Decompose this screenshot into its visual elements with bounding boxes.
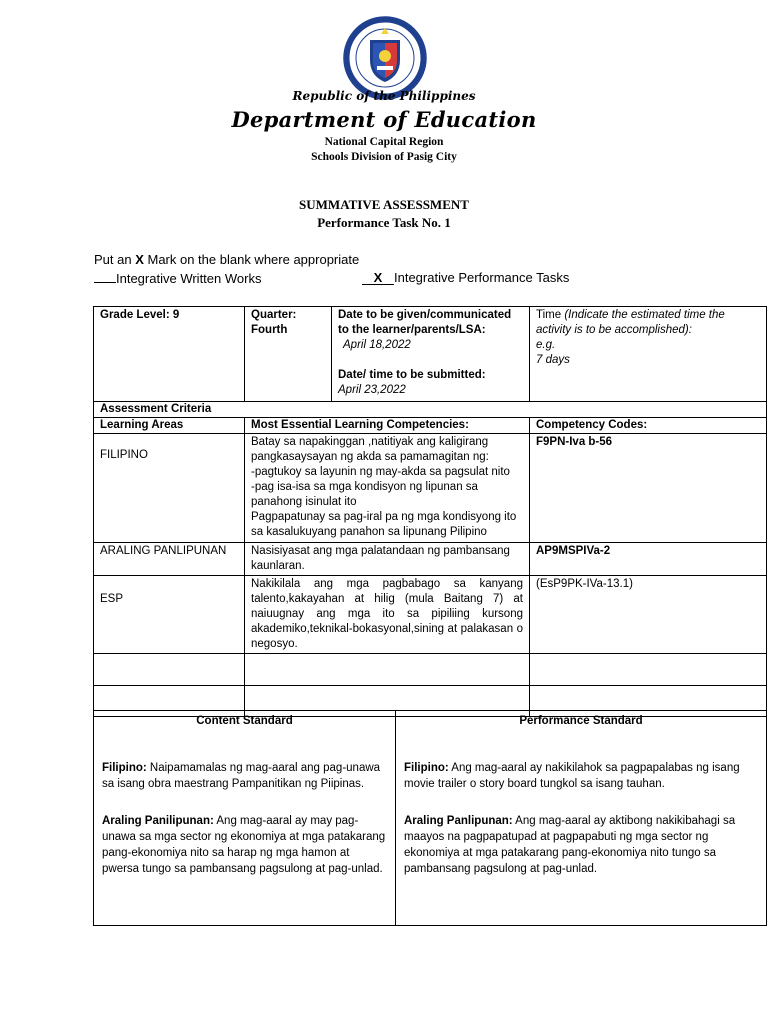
time-eg: e.g. [536, 339, 556, 351]
option-performance-label: Integrative Performance Tasks [394, 270, 570, 285]
instruction-prefix: Put an [94, 252, 136, 267]
performance-standard-cell [396, 711, 767, 926]
melc-line: Pagpapatunay sa pag-iral pa ng mga kondisyong ito sa kasalukuyang panahon sa lipunang Pilipino [251, 511, 517, 538]
table-row [94, 576, 767, 654]
quarter-value: Fourth [251, 324, 288, 336]
melc-line: Batay sa napakinggan ,natitiyak ang kaligirang pangkasaysayan ng akda sa pamamagitan ng: [251, 436, 489, 463]
empty-cell[interactable] [94, 654, 245, 686]
col-competency-codes: Competency Codes: [530, 418, 767, 434]
option-performance-tasks [362, 270, 569, 285]
grade-level-cell: Grade Level: 9 [94, 307, 245, 402]
melc-line: -pag isa-isa sa mga kondisyon ng lipunan sa panahong isinulat ito [251, 481, 478, 508]
performance-standard-filipino [404, 760, 758, 792]
instruction-mark: X [135, 252, 144, 267]
assessment-criteria-heading: Assessment Criteria [94, 402, 767, 418]
deped-seal-logo [343, 16, 427, 100]
col-melc: Most Essential Learning Competencies: [245, 418, 530, 434]
learning-area-cell: ARALING PANLIPUNAN [94, 543, 245, 576]
option-written-works [94, 270, 261, 286]
option-performance-mark[interactable]: X [362, 272, 394, 285]
content-filipino-label: Filipino: [102, 762, 147, 774]
content-standard-heading: Content Standard [196, 715, 293, 727]
performance-standard-ap [404, 813, 758, 877]
performance-standard-heading: Performance Standard [519, 715, 643, 727]
content-ap-label: Araling Panilipunan: [102, 815, 214, 827]
content-standard-filipino [102, 760, 387, 792]
option-written-blank[interactable] [94, 270, 116, 283]
performance-ap-label: Araling Panlipunan: [404, 815, 513, 827]
learning-area-cell: ESP [94, 576, 245, 654]
content-filipino-text: Naipamamalas ng mag-aaral ang pag-unawa sa isang obra maestrang Pampanitikan ng Piipinas. [102, 762, 381, 790]
option-written-label: Integrative Written Works [116, 271, 262, 286]
performance-filipino-label: Filipino: [404, 762, 449, 774]
division-heading: Schools Division of Pasig City [311, 151, 457, 163]
region-heading: National Capital Region [324, 136, 444, 148]
department-heading: Department of Education [231, 107, 537, 132]
content-standard-cell [94, 711, 396, 926]
learning-area-cell: FILIPINO [94, 434, 245, 543]
time-cell [530, 307, 767, 402]
content-standard-ap [102, 813, 387, 877]
standards-table [93, 710, 767, 926]
date-given-value: April 18,2022 [343, 339, 411, 351]
performance-ap-text: Ang mag-aaral ay aktibong nakikibahagi sa maayos na pagpapatupad at pagpapabuti ng mga sector ng ekonomiya at mga patakarang pang-ekonomiya nito tungo sa pambansang pagsulong at pag-unlad. [404, 815, 736, 875]
table-row [94, 543, 767, 576]
time-value: 7 days [536, 354, 570, 366]
date-submit-value: April 23,2022 [338, 384, 406, 396]
quarter-cell [245, 307, 332, 402]
melc-cell: Nakikilala ang mga pagbabago sa kanyang talento,kakayahan at hilig (mula Baitang 7) at naiuugnay ang mga ito sa pipiliing kursong akademiko,teknikal-bokasyonal,sining at palakasan o negosyo. [245, 576, 530, 654]
republic-heading: Republic of the Philippines [292, 89, 476, 103]
content-ap-text: Ang mag-aaral ay may pag-unawa sa mga sector ng ekonomiya at mga patakarang pang-ekonomiya nito sa harap ng mga hamon at pwersa tungo sa pambansang pagsulong at pag-unlad. [102, 815, 386, 875]
time-note: (Indicate the estimated time the activity is to be accomplished): [536, 309, 725, 336]
time-label: Time [536, 309, 562, 321]
date-submit-label: Date/ time to be submitted: [338, 369, 486, 381]
competency-code-cell: (EsP9PK-IVa-13.1) [530, 576, 767, 654]
date-given-label: Date to be given/communicated to the learner/parents/LSA: [338, 309, 512, 336]
melc-cell [245, 434, 530, 543]
empty-cell[interactable] [530, 654, 767, 686]
instruction-text [94, 252, 359, 267]
instruction-suffix: Mark on the blank where appropriate [143, 252, 360, 267]
melc-line: -pagtukoy sa layunin ng may-akda sa pagsulat nito [251, 466, 510, 478]
table-row [94, 434, 767, 543]
competency-code-cell: AP9MSPIVa-2 [530, 543, 767, 576]
quarter-label: Quarter: [251, 309, 297, 321]
assessment-table [93, 306, 767, 717]
competency-code-cell: F9PN-Iva b-56 [530, 434, 767, 543]
empty-cell[interactable] [245, 654, 530, 686]
col-learning-areas: Learning Areas [94, 418, 245, 434]
melc-cell: Nasisiyasat ang mga palatandaan ng pambansang kaunlaran. [245, 543, 530, 576]
assessment-title: SUMMATIVE ASSESSMENT [299, 197, 469, 212]
task-title: Performance Task No. 1 [317, 215, 451, 230]
dates-cell [332, 307, 530, 402]
performance-filipino-text: Ang mag-aaral ay nakikilahok sa pagpapalabas ng isang movie trailer o story board tungkol sa isang tauhan. [404, 762, 740, 790]
table-row-empty [94, 654, 767, 686]
